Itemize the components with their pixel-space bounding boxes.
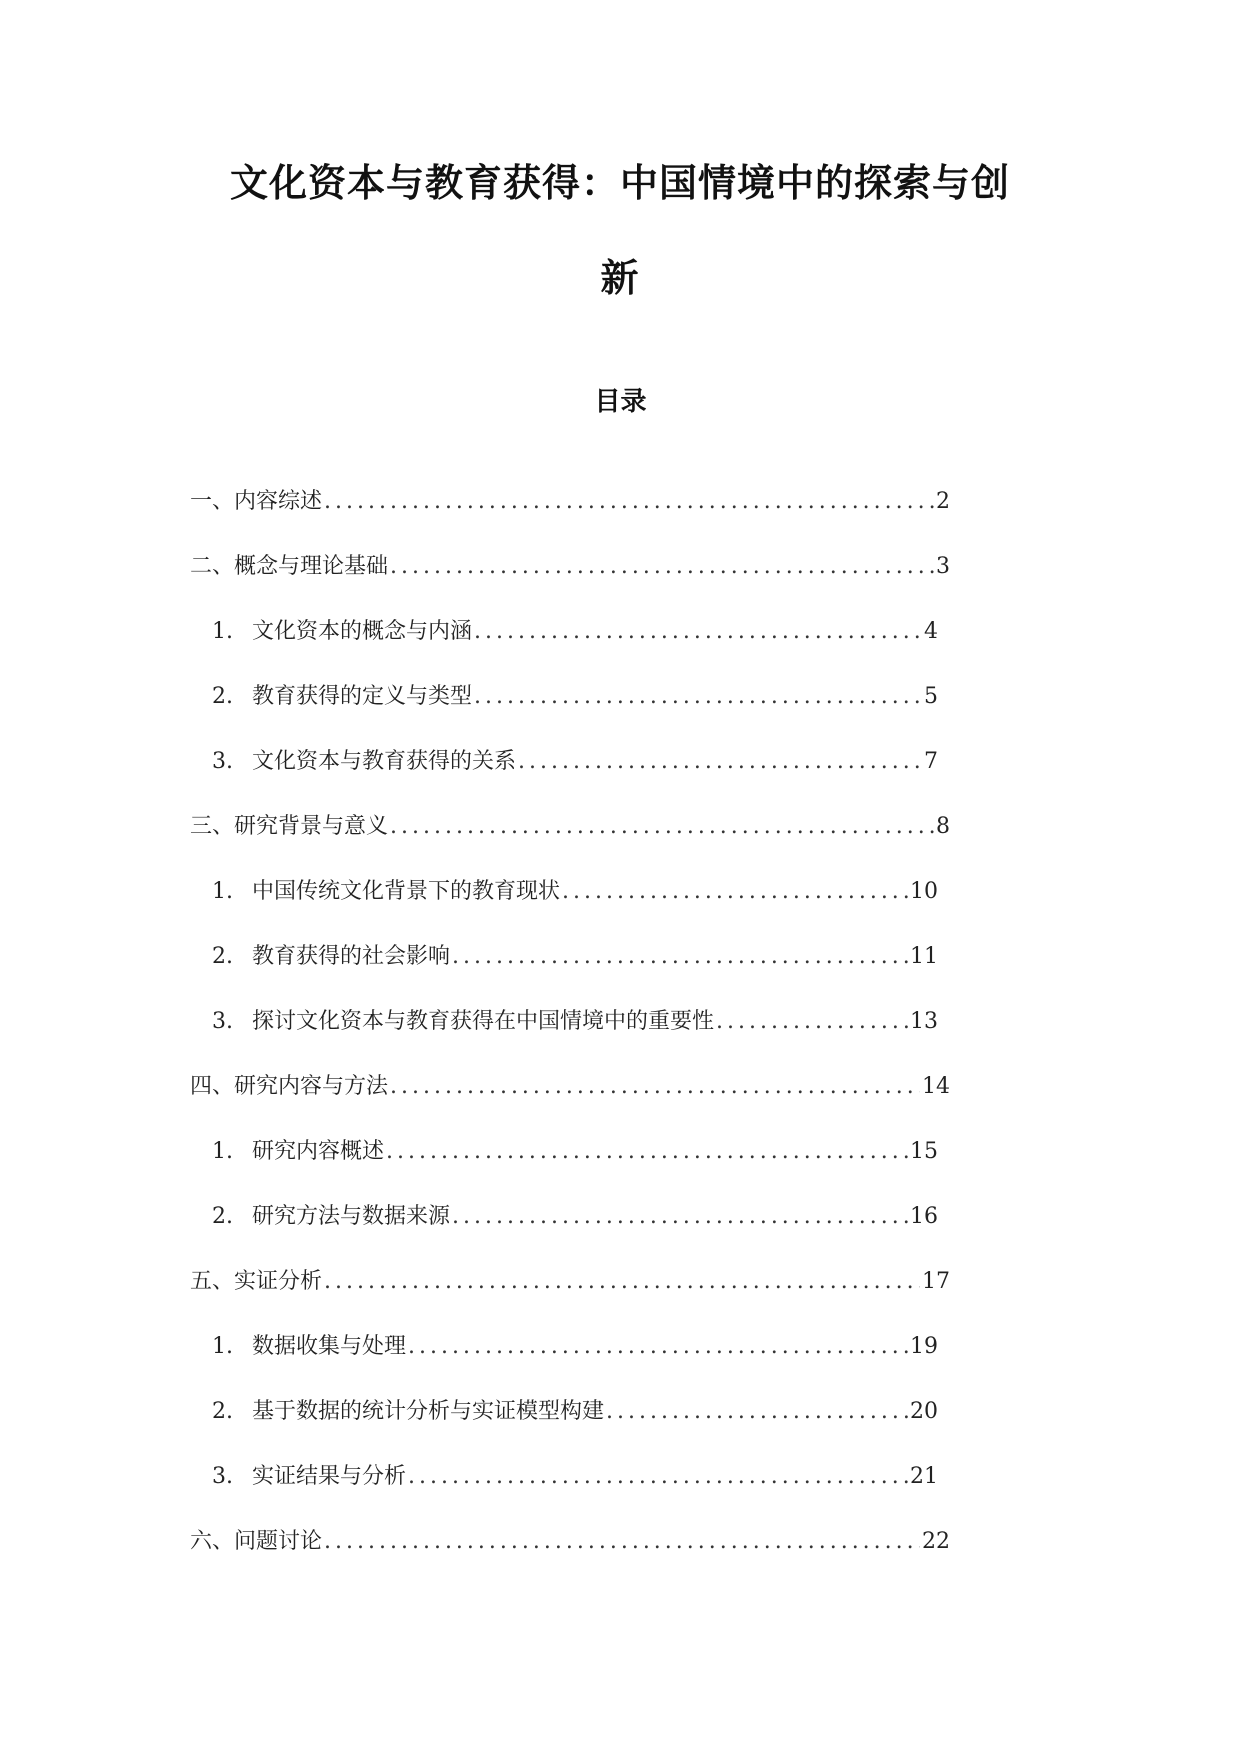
toc-entry-page-number: 13 bbox=[910, 1009, 938, 1034]
toc-entry-page-number: 11 bbox=[910, 944, 938, 969]
toc-entry-title: 研究方法与数据来源 bbox=[252, 1204, 451, 1229]
toc-entry[interactable] bbox=[212, 1200, 938, 1234]
toc-dot-leader bbox=[324, 485, 934, 519]
toc-heading: 目录 bbox=[594, 387, 647, 417]
toc-dot-leader bbox=[324, 1525, 920, 1559]
toc-entry-number: 1. bbox=[212, 1334, 233, 1359]
toc-entry-page-number: 7 bbox=[924, 749, 938, 774]
toc-entry-number: 3. bbox=[212, 1009, 233, 1034]
toc-entry[interactable] bbox=[212, 875, 938, 909]
toc-entry-title: 文化资本的概念与内涵 bbox=[252, 619, 473, 644]
toc-dot-leader bbox=[606, 1395, 908, 1429]
toc-entry-page-number: 8 bbox=[936, 814, 950, 839]
toc-entry-title: 教育获得的社会影响 bbox=[252, 944, 451, 969]
toc-entry-page-number: 20 bbox=[910, 1399, 938, 1424]
toc-entry-title: 基于数据的统计分析与实证模型构建 bbox=[252, 1399, 605, 1424]
toc-dot-leader bbox=[474, 680, 922, 714]
toc-dot-leader bbox=[474, 615, 922, 649]
toc-dot-leader bbox=[390, 1070, 920, 1104]
toc-entry-title: 研究内容概述 bbox=[252, 1139, 385, 1164]
toc-entry-title: 五、实证分析 bbox=[190, 1269, 323, 1294]
toc-entry[interactable] bbox=[190, 485, 950, 519]
toc-entry[interactable] bbox=[212, 1395, 938, 1429]
toc-entry[interactable] bbox=[212, 680, 938, 714]
toc-entry-number: 1. bbox=[212, 879, 233, 904]
toc-dot-leader bbox=[408, 1330, 908, 1364]
toc-entry[interactable] bbox=[190, 550, 950, 584]
toc-entry-page-number: 21 bbox=[910, 1464, 938, 1489]
toc-entry-title: 六、问题讨论 bbox=[190, 1529, 323, 1554]
toc-entry-page-number: 19 bbox=[910, 1334, 938, 1359]
toc-entry-title: 一、内容综述 bbox=[190, 489, 323, 514]
toc-entry[interactable] bbox=[190, 1265, 950, 1299]
toc-dot-leader bbox=[716, 1005, 908, 1039]
toc-entry-title: 文化资本与教育获得的关系 bbox=[252, 749, 517, 774]
toc-dot-leader bbox=[518, 745, 922, 779]
document-title-line-1: 文化资本与教育获得：中国情境中的探索与创 bbox=[229, 161, 1010, 205]
toc-entry[interactable] bbox=[212, 615, 938, 649]
toc-entry-title: 四、研究内容与方法 bbox=[190, 1074, 389, 1099]
toc-entry-number: 1. bbox=[212, 619, 233, 644]
toc-entry[interactable] bbox=[190, 810, 950, 844]
toc-entry-number: 3. bbox=[212, 749, 233, 774]
toc-entry[interactable] bbox=[212, 745, 938, 779]
toc-entry-page-number: 2 bbox=[936, 489, 950, 514]
toc-entry-number: 1. bbox=[212, 1139, 233, 1164]
toc-entry-page-number: 22 bbox=[922, 1529, 950, 1554]
toc-entry[interactable] bbox=[212, 1330, 938, 1364]
toc-entry-number: 2. bbox=[212, 944, 233, 969]
toc-entry-page-number: 5 bbox=[924, 684, 938, 709]
toc-entry[interactable] bbox=[212, 1460, 938, 1494]
toc-entry-title: 二、概念与理论基础 bbox=[190, 554, 389, 579]
toc-dot-leader bbox=[390, 810, 934, 844]
toc-dot-leader bbox=[452, 940, 908, 974]
document-title-line-2: 新 bbox=[600, 256, 640, 300]
toc-dot-leader bbox=[408, 1460, 908, 1494]
toc-entry-title: 实证结果与分析 bbox=[252, 1464, 407, 1489]
toc-entry-title: 探讨文化资本与教育获得在中国情境中的重要性 bbox=[252, 1009, 715, 1034]
toc-entry-number: 3. bbox=[212, 1464, 233, 1489]
toc-dot-leader bbox=[452, 1200, 908, 1234]
toc-entry-page-number: 4 bbox=[924, 619, 938, 644]
toc-entry-page-number: 3 bbox=[936, 554, 950, 579]
toc-dot-leader bbox=[562, 875, 908, 909]
toc-entry[interactable] bbox=[190, 1525, 950, 1559]
toc-entry-title: 三、研究背景与意义 bbox=[190, 814, 389, 839]
toc-dot-leader bbox=[386, 1135, 908, 1169]
toc-entry-title: 中国传统文化背景下的教育现状 bbox=[252, 879, 561, 904]
toc-dot-leader bbox=[324, 1265, 920, 1299]
toc-entry[interactable] bbox=[212, 940, 938, 974]
toc-entry-title: 教育获得的定义与类型 bbox=[252, 684, 473, 709]
toc-entry-page-number: 10 bbox=[910, 879, 938, 904]
toc-entry[interactable] bbox=[190, 1070, 950, 1104]
toc-entry-number: 2. bbox=[212, 684, 233, 709]
toc-entry-number: 2. bbox=[212, 1204, 233, 1229]
toc-entry[interactable] bbox=[212, 1005, 938, 1039]
toc-entry-page-number: 14 bbox=[922, 1074, 950, 1099]
toc-entry-number: 2. bbox=[212, 1399, 233, 1424]
toc-entry-page-number: 16 bbox=[910, 1204, 938, 1229]
toc-dot-leader bbox=[390, 550, 934, 584]
toc-entry-title: 数据收集与处理 bbox=[252, 1334, 407, 1359]
toc-entry-page-number: 15 bbox=[910, 1139, 938, 1164]
toc-entry[interactable] bbox=[212, 1135, 938, 1169]
toc-entry-page-number: 17 bbox=[922, 1269, 950, 1294]
